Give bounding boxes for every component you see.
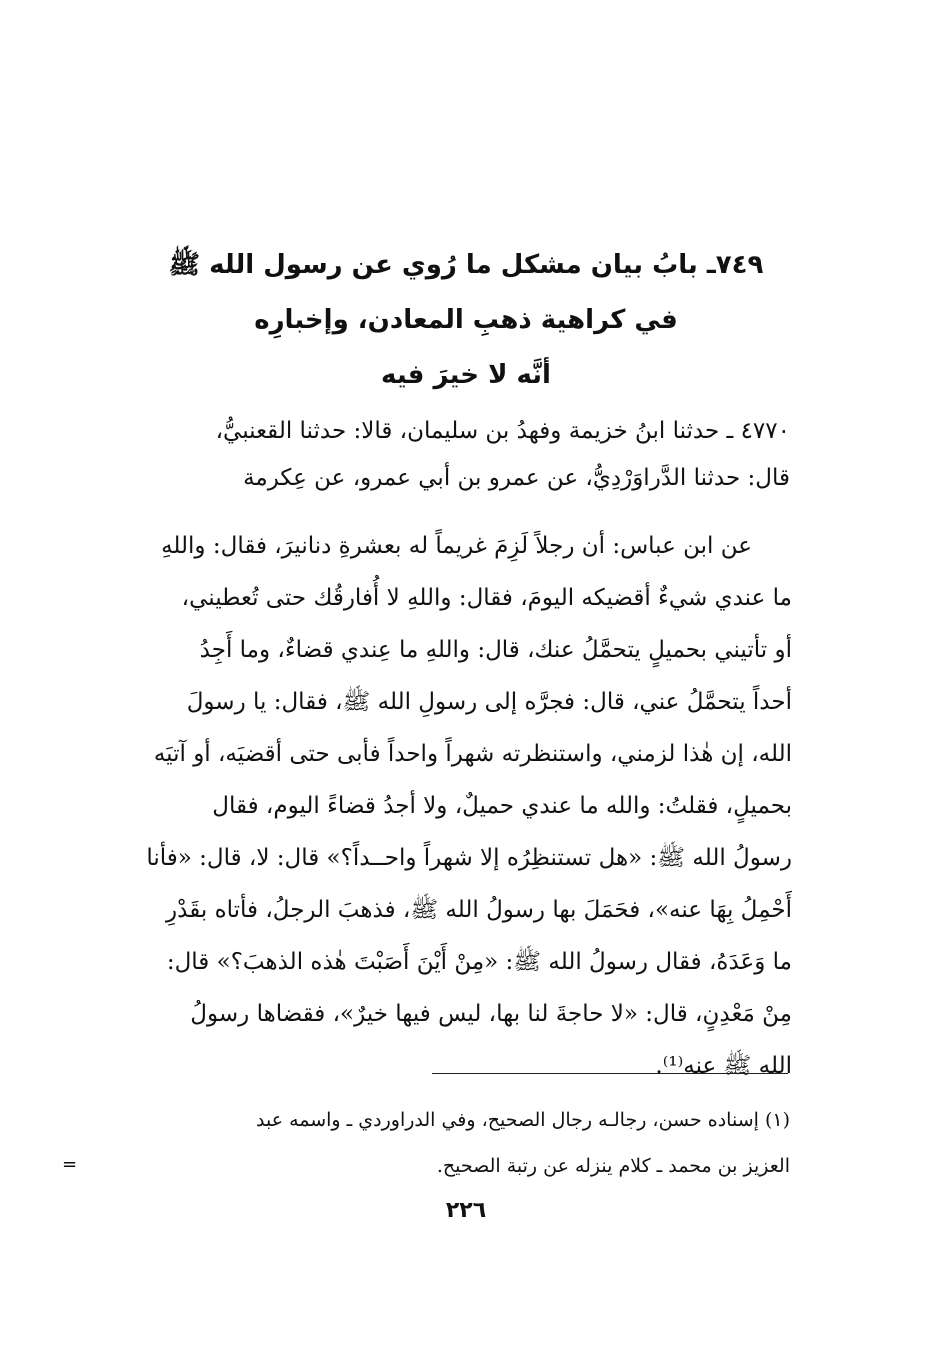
chapter-title-line: أنَّه لا خيرَ فيه bbox=[381, 360, 551, 390]
chapter-title-line: ٧٤٩ـ بابُ بيان مشكل ما رُوي عن رسول الله ﷺ bbox=[168, 250, 764, 280]
hadith-isnad bbox=[100, 408, 790, 502]
hadith-line: رسولُ الله ﷺ: «هل تستنظِرُه إلا شهراً واحــداً؟» قال: لا، قال: «فأنا bbox=[146, 845, 792, 871]
hadith-line: أحداً يتحمَّلُ عني، قال: فجرَّه إلى رسولِ الله ﷺ، فقال: يا رسولَ bbox=[186, 689, 792, 715]
hadith-text bbox=[80, 520, 792, 1092]
page-number: ٢٢٦ bbox=[445, 1198, 487, 1223]
footnote-line: العزيز بن محمد ـ كلام ينزله عن رتبة الصحيح. bbox=[436, 1155, 790, 1177]
hadith-line: الله ﷺ عنه⁽¹⁾. bbox=[655, 1053, 792, 1079]
hadith-line: ما عندي شيءٌ أقضيكه اليومَ، فقال: واللهِ لا أُفارقُك حتى تُعطيني، bbox=[181, 585, 792, 611]
footnote-line: (١) إسناده حسن، رجالـه رجال الصحيح، وفي الدراوردي ـ واسمه عبد bbox=[255, 1109, 790, 1131]
isnad-line: قال: حدثنا الدَّراوَرْدِيُّ، عن عمرو بن أبي عمرو، عن عِكرمة bbox=[243, 465, 790, 491]
chapter-title bbox=[120, 238, 812, 403]
continuation-mark: = bbox=[62, 1154, 78, 1175]
chapter-title-line: في كراهية ذهبِ المعادن، وإخبارِه bbox=[254, 305, 678, 335]
hadith-line: عن ابن عباس: أن رجلاً لَزِمَ غريماً له بعشرةِ دنانيرَ، فقال: واللهِ bbox=[161, 533, 752, 559]
isnad-line: ٤٧٧٠ ـ حدثنا ابنُ خزيمة وفهدُ بن سليمان، قالا: حدثنا القعنبيُّ، bbox=[215, 418, 790, 444]
hadith-line: أَحْمِلُ بِهَا عنه»، فحَمَلَ بها رسولُ الله ﷺ، فذهبَ الرجلُ، فأتاه بقَدْرِ bbox=[166, 897, 792, 923]
hadith-line: مِنْ مَعْدِنٍ، قال: «لا حاجةَ لنا بها، ليس فيها خيرٌ»، فقضاها رسولُ bbox=[190, 1001, 792, 1027]
hadith-line: بحميلٍ، فقلتُ: والله ما عندي حميلٌ، ولا أجدُ قضاءً اليوم، فقال bbox=[212, 793, 792, 819]
hadith-line: الله، إن هٰذا لزمني، واستنظرته شهراً واحداً فأبى حتى أقضيَه، أو آتيَه bbox=[153, 741, 792, 767]
footnote bbox=[80, 1097, 790, 1189]
hadith-line: أو تأتيني بحميلٍ يتحمَّلُ عنك، قال: واللهِ ما عِندي قضاءٌ، وما أَجِدُ bbox=[199, 637, 792, 663]
hadith-line: ما وَعَدَهُ، فقال رسولُ الله ﷺ: «مِنْ أَيْنَ أَصَبْتَ هٰذه الذهبَ؟» قال: bbox=[166, 949, 792, 975]
footnote-divider bbox=[432, 1073, 788, 1074]
